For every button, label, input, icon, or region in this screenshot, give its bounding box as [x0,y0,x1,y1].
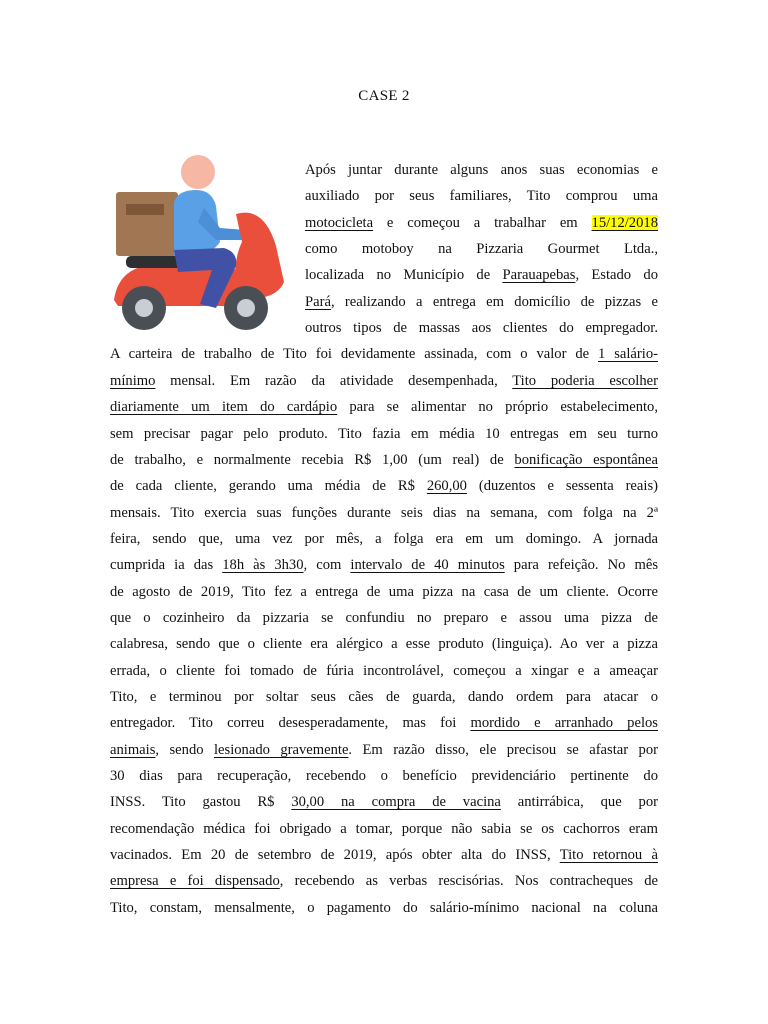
underlined-text: Pará [305,293,331,310]
text-segment: sem precisar pagar pelo produto. Tito fazia em média 10 entregas em seu turno [110,425,658,442]
underlined-text: Tito retornou à [559,847,658,864]
text-line [110,552,658,578]
text-line [305,157,658,183]
underlined-text: bonificação espontânea [514,451,659,468]
text-line [305,262,658,288]
text-segment: antirrábica, que por [500,794,658,811]
text-line [110,868,658,894]
text-segment: , com [303,557,351,574]
text-line [110,500,658,526]
text-line [110,737,658,763]
text-segment: Tito, constam, mensalmente, o pagamento do salário-mínimo nacional na coluna [110,899,658,916]
delivery-box [116,192,178,256]
text-segment: localizada no Município de [305,267,503,284]
text-segment: de agosto de 2019, Tito fez a entrega de uma pizza na casa de um cliente. Ocorre [110,583,658,600]
text-segment: A carteira de trabalho de Tito foi devidamente assinada, com o valor de [110,346,599,363]
text-line [110,394,658,420]
underlined-text: animais [110,741,156,758]
text-line [110,579,658,605]
text-segment: de cada cliente, gerando uma média de R$ [110,478,427,495]
text-segment: como motoboy na Pizzaria Gourmet Ltda., [305,241,658,258]
text-segment: auxiliado por seus familiares, Tito comprou uma [305,188,658,205]
underlined-text: 1 salário- [598,346,658,363]
text-segment: errada, o cliente foi tomado de fúria incontrolável, começou a xingar e a ameaçar [110,662,658,679]
scooter-front-hub [237,299,255,317]
delivery-scooter-icon [108,150,288,335]
underlined-text: 30,00 na compra de vacina [291,794,501,811]
page-title: CASE 2 [358,88,410,104]
text-segment: , realizando a entrega em domicílio de pizzas e [330,293,658,310]
text-segment: que o cozinheiro da pizzaria se confundiu no preparo e assou uma pizza de [110,609,658,626]
text-line [110,526,658,552]
text-line [110,763,658,789]
text-line [110,895,658,921]
underlined-text: Parauapebas [502,267,576,284]
text-line [305,183,658,209]
underlined-text: mínimo [110,372,156,389]
text-segment: entregador. Tito correu desesperadamente, mas foi [110,715,471,732]
text-line [110,368,658,394]
text-segment: outros tipos de massas aos clientes do empregador. [305,320,658,337]
text-segment: para se alimentar no próprio estabelecimento, [337,399,658,416]
text-segment: Após juntar durante alguns anos suas economias e [305,162,658,178]
text-segment: (duzentos e sessenta reais) [466,478,658,495]
underlined-text: empresa e foi dispensado [110,873,280,890]
text-segment: de trabalho, e normalmente recebia R$ 1,00 (um real) de [110,451,515,468]
underlined-text: 18h às 3h30 [222,557,304,574]
text-segment: , Estado do [575,267,658,284]
text-segment: cumprida ia das [110,557,223,574]
text-line [110,341,658,367]
underlined-text: motocicleta [305,214,374,231]
text-segment: INSS. Tito gastou R$ [110,794,292,811]
underlined-text: diariamente um item do cardápio [110,399,338,416]
text-line [110,816,658,842]
underlined-text: lesionado gravemente [213,741,349,758]
text-segment: mensais. Tito exercia suas funções durante seis dias na semana, com folga na 2ª [110,504,658,521]
text-segment: calabresa, sendo que o cliente era alérgico a esse produto (linguiça). Ao ver a pizza [110,636,658,653]
text-segment: 30 dias para recuperação, recebendo o benefício previdenciário pertinente do [110,768,658,785]
text-segment: e começou a trabalhar em [373,214,592,231]
underlined-text: 15/12/2018 [591,214,658,231]
underlined-text: mordido e arranhado pelos [470,715,658,732]
text-segment: , sendo [155,741,214,758]
text-line [110,842,658,868]
text-line [110,421,658,447]
underlined-text: intervalo de 40 minutos [350,557,505,574]
text-line [110,684,658,710]
text-line [110,631,658,657]
rider-head [181,155,215,189]
text-line [110,605,658,631]
delivery-box-label [126,204,164,215]
text-segment: para refeição. No mês [504,557,658,574]
underlined-text: 260,00 [426,478,467,495]
text-segment: mensal. Em razão da atividade desempenhada, [155,372,513,389]
text-segment: Tito, e terminou por soltar seus cães de guarda, dando ordem para atacar o [110,689,658,705]
text-segment: . Em razão disso, ele precisou se afastar por [348,741,658,758]
text-line [110,710,658,736]
text-line [305,315,658,341]
text-line [305,289,658,315]
underlined-text: Tito poderia escolher [512,372,658,389]
text-line [110,473,658,499]
text-segment: feira, sendo que, uma vez por mês, a folga era em um domingo. A jornada [110,530,658,547]
text-line [110,447,658,473]
text-line [110,789,658,815]
text-line [305,236,658,262]
text-segment: vacinados. Em 20 de setembro de 2019, após obter alta do INSS, [110,847,560,864]
text-segment: recomendação médica foi obrigado a tomar, porque não sabia se os cachorros eram [110,820,658,837]
text-line [305,210,658,236]
text-segment: , recebendo as verbas rescisórias. Nos contracheques de [279,873,659,890]
text-line [110,658,658,684]
scooter-rear-hub [135,299,153,317]
